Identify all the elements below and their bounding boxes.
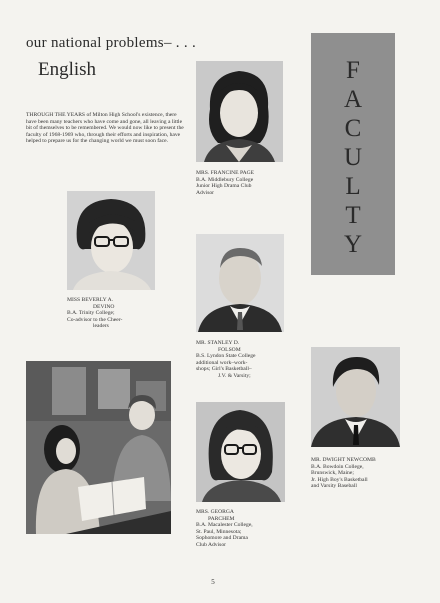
page-number: 5	[211, 578, 215, 586]
banner-letter: U	[343, 144, 363, 171]
caption-devino	[67, 297, 177, 330]
caption-line: leaders	[93, 323, 109, 330]
caption-line: B.A. Middlebury College	[196, 176, 254, 183]
caption-line: MR. DWIGHT NEWCOMB	[311, 457, 376, 463]
caption-line: MRS. FRANCINE PAGE	[196, 170, 255, 176]
caption-line: St. Paul, Minnesota;	[196, 528, 242, 535]
caption-page	[196, 170, 306, 196]
caption-line: Sophomore and Drama	[196, 535, 248, 542]
portrait-photo-page	[196, 61, 283, 162]
faculty-banner	[311, 33, 395, 275]
caption-line: shops; Girl's Basketball–	[196, 366, 252, 373]
portrait-photo-parchem	[196, 402, 285, 502]
banner-letter: L	[345, 173, 361, 200]
caption-line: Brunswick, Maine;	[311, 470, 354, 477]
caption-line: B.A. Macalester College,	[196, 522, 253, 529]
caption-line: FOLSOM	[218, 346, 241, 353]
caption-line: Junior High Drama Club	[196, 183, 252, 190]
section-heading: our national problems– . . .	[26, 35, 197, 51]
caption-line: Advisor	[196, 189, 215, 196]
caption-folsom	[196, 340, 306, 380]
caption-line: Jr. High Boy's Basketball	[311, 476, 368, 483]
caption-line: Co-advisor to the Cheer-	[67, 316, 123, 323]
banner-letter: A	[343, 86, 363, 113]
portrait-photo-newcomb	[311, 347, 400, 447]
portrait-photo-folsom	[196, 234, 284, 332]
caption-line: DEVINO	[93, 303, 115, 310]
intro-paragraph: THROUGH THE YEARS of Milton High School's existence, there have been many teachers who have come and gone, all leaving a little bit of themselves to be remembered. We would now like to present the faculty of 1968-1969 who, through their efforts and inspiration, have helped to prepare us for the changing world we must soon face.	[26, 112, 184, 145]
section-subject-title: English	[38, 59, 97, 80]
caption-line: PARCHEM	[208, 515, 235, 522]
caption-line: MRS. GEORGA	[196, 509, 234, 515]
banner-letter: Y	[343, 231, 363, 258]
caption-line: MISS BEVERLY A.	[67, 297, 114, 303]
classroom-group-photo	[26, 361, 171, 534]
banner-letter: C	[344, 115, 362, 142]
caption-line: B.S. Lyndon State College	[196, 353, 256, 360]
caption-newcomb	[311, 457, 421, 490]
caption-line: Club Advisor	[196, 541, 226, 548]
caption-line: and Varsity Baseball	[311, 483, 357, 490]
caption-line: MR. STANLEY D.	[196, 340, 240, 346]
portrait-photo-devino	[67, 191, 155, 290]
caption-parchem	[196, 509, 306, 549]
banner-letter: T	[345, 202, 361, 229]
caption-line: B.A. Bowdoin College,	[311, 463, 364, 470]
caption-line: additional work–work-	[196, 359, 248, 366]
caption-line: B.A. Trinity College;	[67, 310, 115, 317]
banner-letter: F	[346, 57, 360, 84]
caption-line: J.V. & Varsity;	[218, 372, 251, 379]
